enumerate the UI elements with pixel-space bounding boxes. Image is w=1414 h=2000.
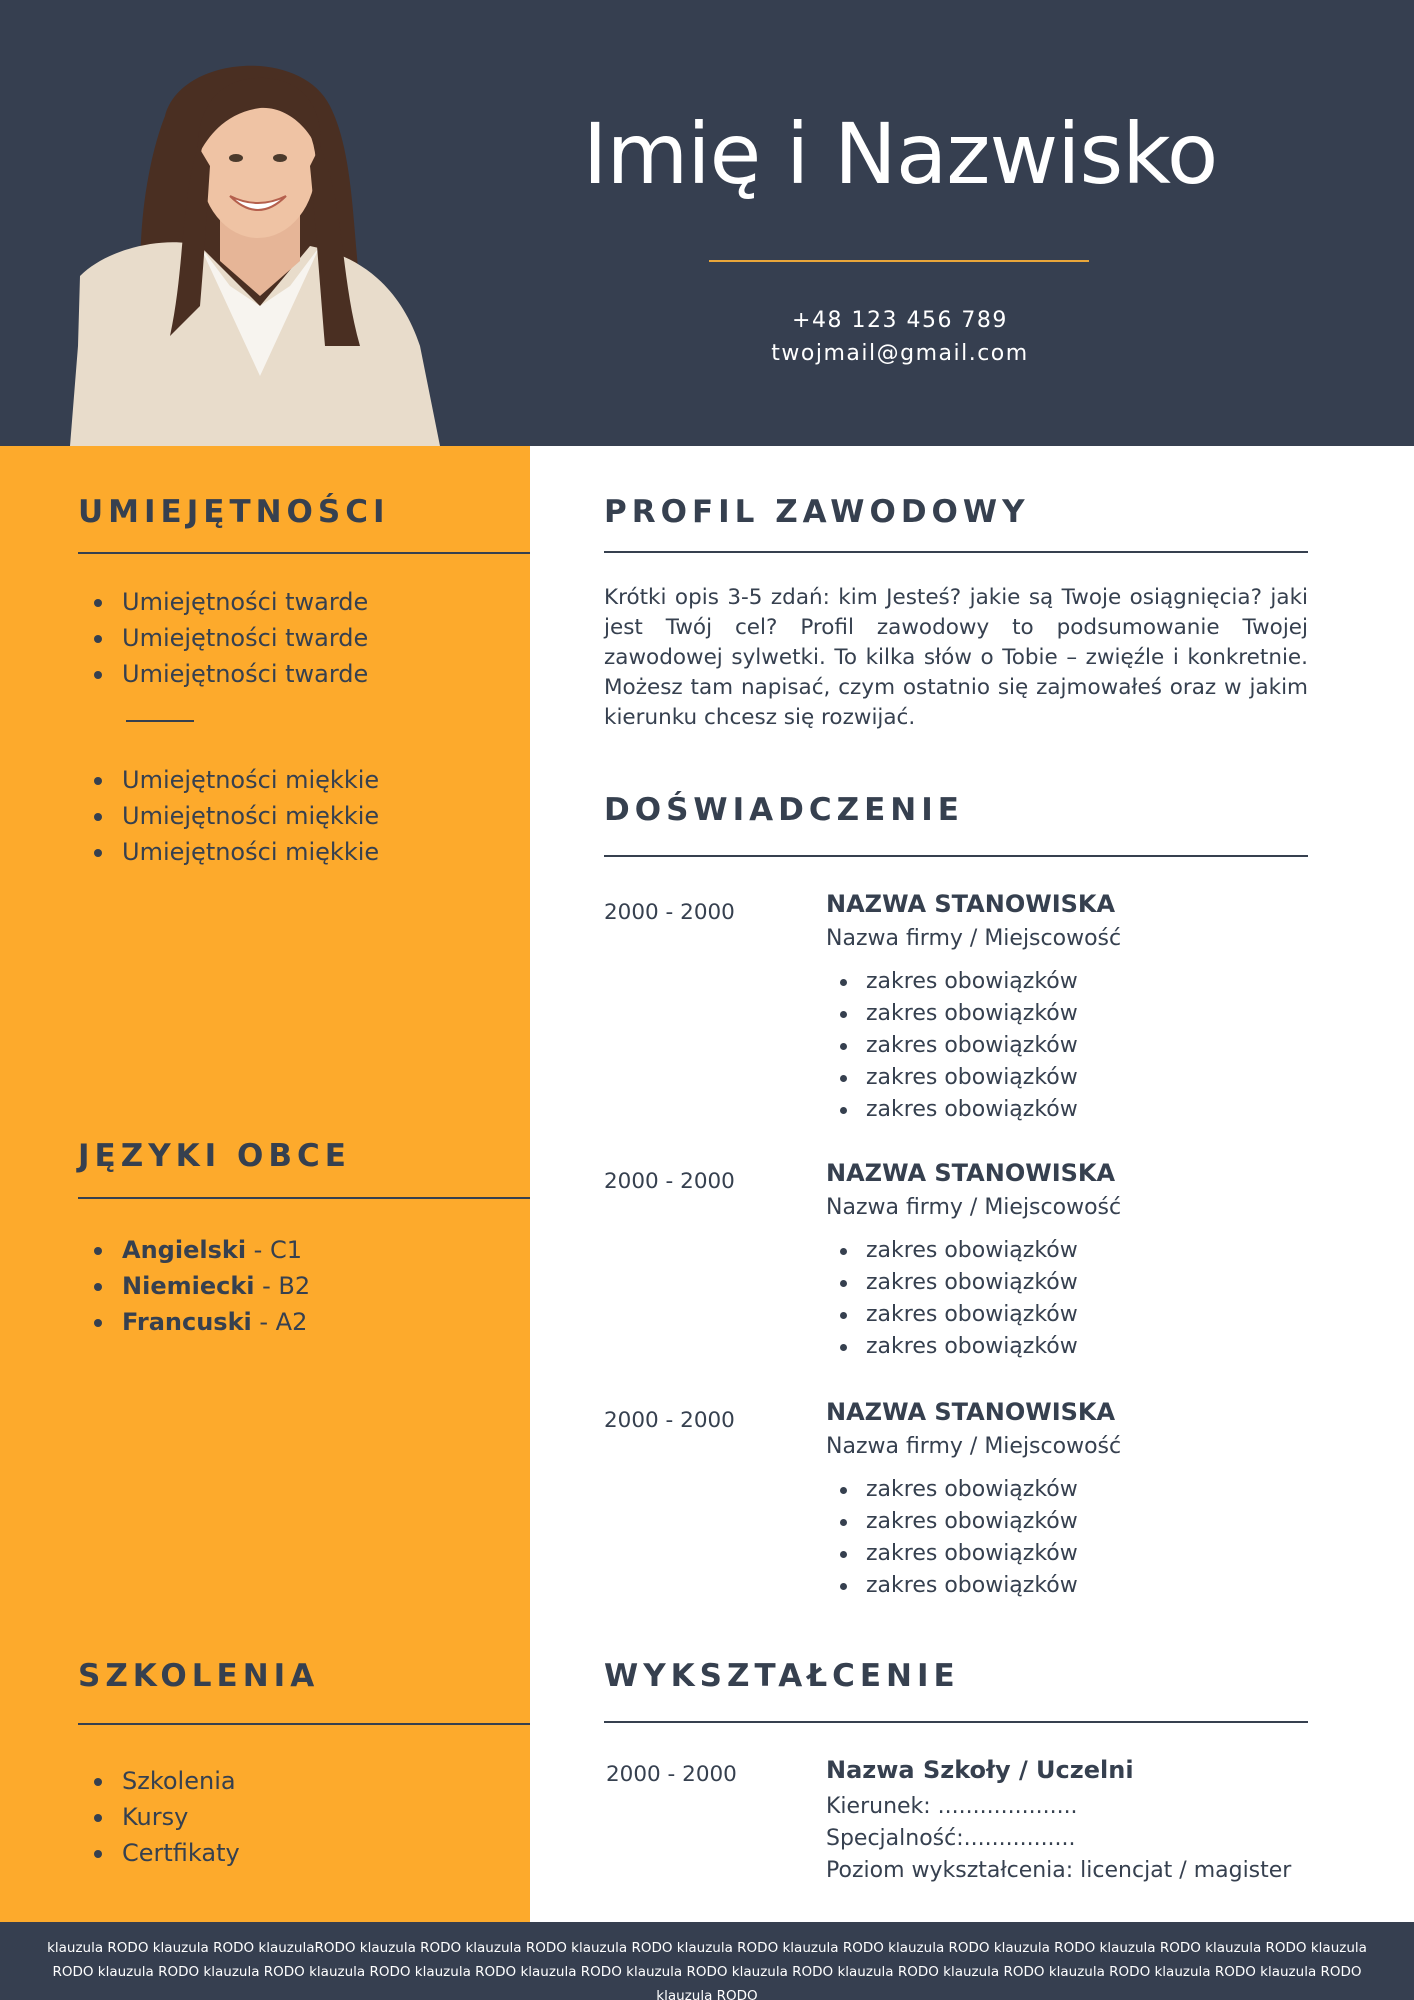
languages-list	[78, 1232, 310, 1340]
list-item: Umiejętności miękkie	[78, 762, 379, 798]
experience-heading: DOŚWIADCZENIE	[604, 792, 964, 828]
education-heading: WYKSZTAŁCENIE	[604, 1658, 960, 1694]
language-item	[78, 1304, 310, 1340]
list-item: zakres obowiązków	[826, 1235, 1078, 1267]
list-item: Kursy	[78, 1799, 240, 1835]
languages-heading: JĘZYKI OBCE	[78, 1138, 351, 1174]
list-item: zakres obowiązków	[826, 966, 1078, 998]
job-title: NAZWA STANOWISKA	[826, 1159, 1116, 1187]
list-item: zakres obowiązków	[826, 1331, 1078, 1363]
footer-bar	[0, 1922, 1414, 2000]
language-item	[78, 1232, 310, 1268]
language-name: Francuski	[122, 1308, 252, 1336]
list-item: zakres obowiązków	[826, 1267, 1078, 1299]
list-item: zakres obowiązków	[826, 998, 1078, 1030]
education-years: 2000 - 2000	[606, 1762, 737, 1787]
skills-divider	[126, 720, 194, 722]
skills-heading: UMIEJĘTNOŚCI	[78, 494, 390, 530]
job-company: Nazwa firmy / Miejscowość	[826, 1195, 1122, 1220]
profile-text: Krótki opis 3-5 zdań: kim Jesteś? jakie są Twoje osiągnięcia? jaki jest Twój cel? Profil zawodowy to podsumowanie Twojej zawodowej sylwetki. To kilka słów o Tobie – zwięźle i konkretnie. Możesz tam napisać, czym ostatnio się zajmowałeś oraz w jakim kierunku chcesz się rozwijać.	[604, 585, 1308, 730]
trainings-rule	[78, 1723, 530, 1725]
gdpr-clause: klauzula RODO klauzula RODO klauzulaRODO klauzula RODO klauzula RODO klauzula RODO klauzula RODO klauzula RODO klauzula RODO klauzula RODO klauzula RODO klauzula RODO klauzula RODO klauzula RODO klauzula RODO klauzula RODO klauzula RODO klauzula RODO klauzula RODO klauzula RODO klauzula RODO klauzula RODO klauzula RODO klauzula RODO klauzula RODO klauzula RODO	[47, 1940, 1367, 2000]
job-company: Nazwa firmy / Miejscowość	[826, 926, 1122, 951]
job-title: NAZWA STANOWISKA	[826, 1398, 1116, 1426]
trainings-list	[78, 1763, 240, 1871]
education-rule	[604, 1721, 1308, 1723]
portrait-photo	[70, 46, 450, 446]
language-name: Angielski	[122, 1236, 247, 1264]
contact-block	[530, 304, 1270, 370]
list-item: Umiejętności twarde	[78, 656, 368, 692]
experience-rule	[604, 855, 1308, 857]
hard-skills-list	[78, 584, 368, 692]
language-name: Niemiecki	[122, 1272, 255, 1300]
list-item: zakres obowiązków	[826, 1299, 1078, 1331]
education-field: Kierunek: ....................	[826, 1794, 1078, 1819]
education-level: Poziom wykształcenia: licencjat / magister	[826, 1858, 1292, 1883]
list-item: Umiejętności miękkie	[78, 798, 379, 834]
job-duties	[826, 966, 1078, 1126]
list-item: zakres obowiązków	[826, 1538, 1078, 1570]
candidate-name: Imię i Nazwisko	[582, 105, 1218, 203]
phone-number: +48 123 456 789	[792, 308, 1008, 333]
language-item	[78, 1268, 310, 1304]
list-item: zakres obowiązków	[826, 1062, 1078, 1094]
email-address: twojmail@gmail.com	[771, 341, 1029, 366]
job-company: Nazwa firmy / Miejscowość	[826, 1434, 1122, 1459]
job-years: 2000 - 2000	[604, 1408, 735, 1433]
list-item: Umiejętności twarde	[78, 584, 368, 620]
list-item: Umiejętności miękkie	[78, 834, 379, 870]
name-underline	[709, 260, 1089, 262]
job-years: 2000 - 2000	[604, 1169, 735, 1194]
list-item: zakres obowiązków	[826, 1474, 1078, 1506]
list-item: Umiejętności twarde	[78, 620, 368, 656]
language-level: - A2	[251, 1308, 308, 1336]
job-title: NAZWA STANOWISKA	[826, 890, 1116, 918]
skills-rule	[78, 552, 530, 554]
list-item: Certfikaty	[78, 1835, 240, 1871]
soft-skills-list	[78, 762, 379, 870]
list-item: zakres obowiązków	[826, 1030, 1078, 1062]
list-item: zakres obowiązków	[826, 1506, 1078, 1538]
trainings-heading: SZKOLENIA	[78, 1658, 320, 1694]
job-duties	[826, 1474, 1078, 1602]
language-level: - C1	[246, 1236, 302, 1264]
education-specialty: Specjalność:................	[826, 1826, 1076, 1851]
languages-rule	[78, 1197, 530, 1199]
language-level: - B2	[254, 1272, 311, 1300]
profile-rule	[604, 551, 1308, 553]
profile-heading: PROFIL ZAWODOWY	[604, 494, 1030, 530]
header-banner	[0, 0, 1414, 446]
list-item: Szkolenia	[78, 1763, 240, 1799]
job-years: 2000 - 2000	[604, 900, 735, 925]
job-duties	[826, 1235, 1078, 1363]
list-item: zakres obowiązków	[826, 1570, 1078, 1602]
school-name: Nazwa Szkoły / Uczelni	[826, 1756, 1134, 1784]
list-item: zakres obowiązków	[826, 1094, 1078, 1126]
